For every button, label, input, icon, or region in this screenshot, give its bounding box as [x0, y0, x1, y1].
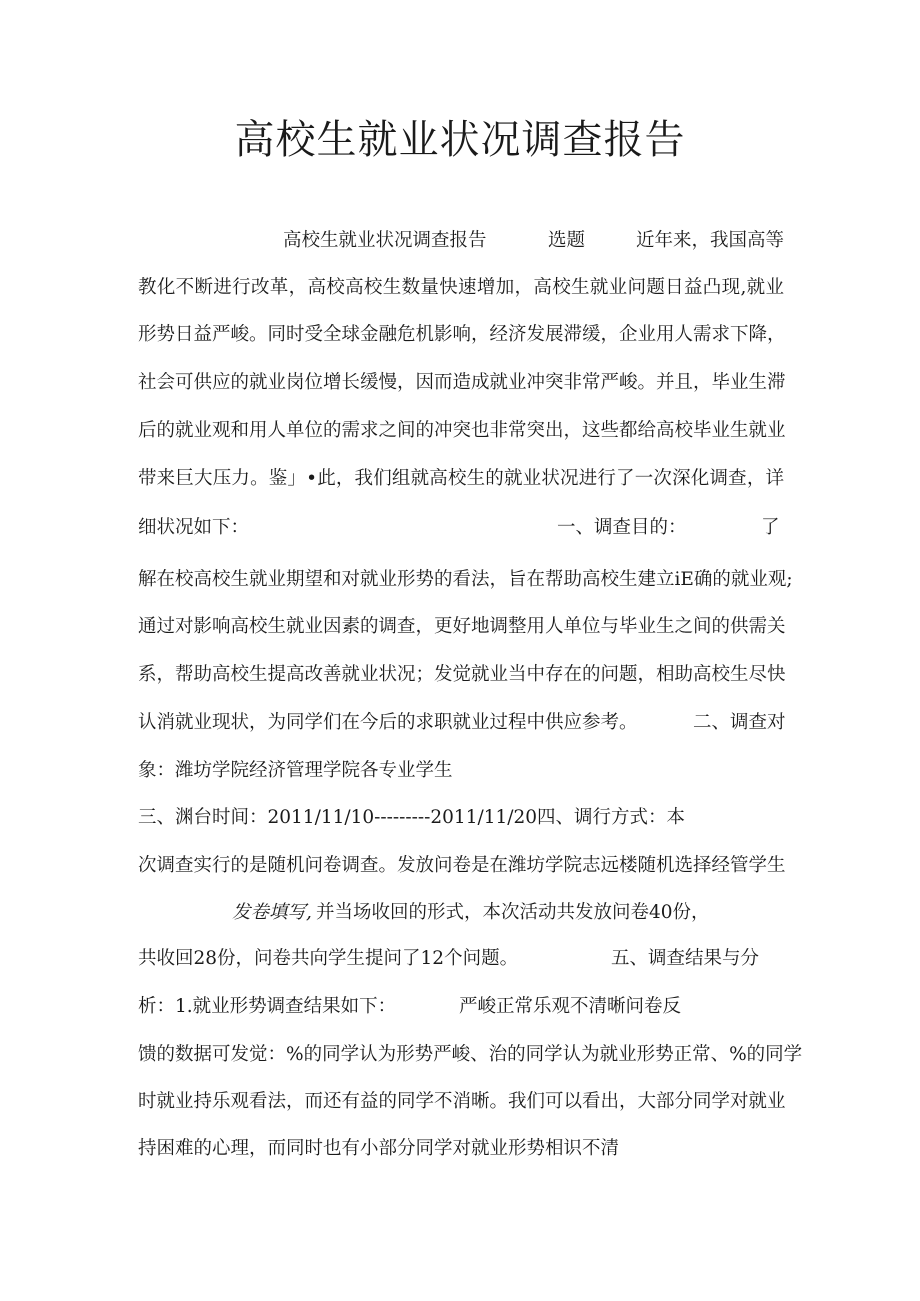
text-segment: 认消就业现状，为同学们在今后的求职就业过程中供应参考。 [138, 712, 638, 733]
document-title: 高校生就业状况调查报告 [234, 117, 686, 163]
text-line: 时就业持乐观看法，而还有益的同学不消晰。我们可以看出，大部分同学对就业 [138, 1091, 786, 1112]
text-segment: 高校生就业状况调查报告 [283, 230, 487, 251]
text-segment: 细状况如下： [138, 517, 250, 538]
text-line: 社会可供应的就业岗位增长缓慢，因而造成就业冲突非常严峻。并且，毕业生滞 [138, 372, 786, 393]
text-segment: 一、调查目的： [557, 517, 687, 538]
text-line: 象：潍坊学院经济管理学院各专业学生 [138, 760, 453, 781]
text-line: 系，帮助高校生提高改善就业状况；发觉就业当中存在的问题，相助高校生尽快 [138, 664, 786, 685]
text-segment: 了 [761, 517, 780, 538]
text-line: 带来巨大压力。鉴」•此，我们组就高校生的就业状况进行了一次深化调查，详 [138, 468, 784, 489]
text-segment: 严峻正常乐观不清晰问卷反 [459, 996, 682, 1017]
text-line: 形势日益严峻。同时受全球金融危机影响，经济发展滞缓，企业用人需求下降， [138, 324, 786, 345]
text-segment: 共收回28份，问卷共向学生提问了12个问题。 [138, 948, 519, 969]
text-line: 次调查实行的是随机问卷调查。发放问卷是在潍坊学院志远楼随机选择经管学生 [138, 855, 786, 876]
text-line: 持困难的心理，而同时也有小部分同学对就业形势相识不清 [138, 1138, 620, 1159]
text-segment: 选题 [548, 230, 586, 251]
text-line: 通过对影响高校生就业因素的调查，更好地调整用人单位与毕业生之间的供需关 [138, 616, 786, 637]
text-line: 三、渊台时间：2011/11/10---------2011/11/20四、调行方式：本 [138, 807, 686, 828]
text-line: 后的就业观和用人单位的需求之间的冲突也非常突出，这些都给高校毕业生就业 [138, 420, 786, 441]
text-segment: 析：1.就业形势调查结果如下： [138, 996, 397, 1017]
text-segment: 五、调查结果与分 [611, 948, 760, 969]
text-line: 教化不断进行改革，高校高校生数量快速增加，高校生就业问题日益凸现,就业 [138, 277, 784, 298]
text-segment: 二、调查对 [693, 712, 786, 733]
text-line: 馈的数据可发觉：%的同学认为形势严峻、治的同学认为就业形势正常、%的同学 [138, 1044, 803, 1065]
text-segment: 发卷填写, [232, 902, 312, 923]
text-segment: 近年来，我国高等 [636, 230, 785, 251]
text-segment: 并当场收回的形式，本次活动共发放问卷40份， [316, 902, 710, 923]
text-line: 解在校高校生就业期望和对就业形势的看法，旨在帮助高校生建立iE确的就业观; [138, 569, 793, 590]
